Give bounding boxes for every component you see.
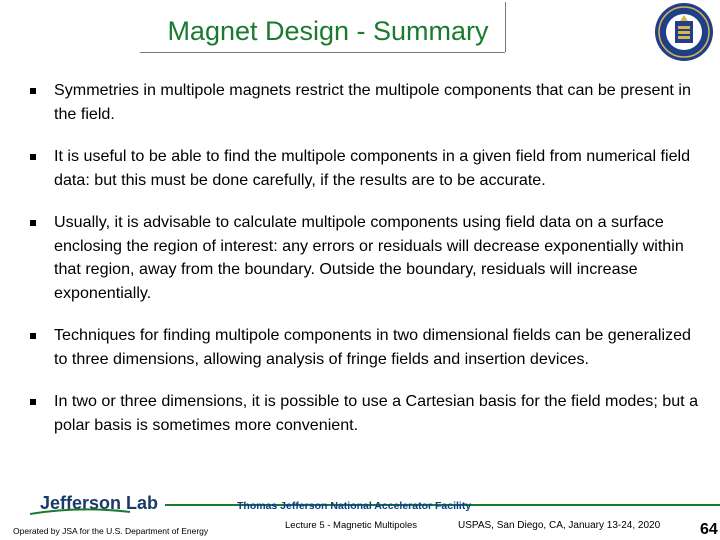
page-number: 64 (700, 521, 718, 538)
facility-name: Thomas Jefferson National Accelerator Facility (237, 500, 472, 512)
bullet-item (30, 390, 700, 437)
title-divider (140, 52, 505, 53)
university-seal-icon (654, 2, 714, 62)
operated-by-text: Operated by JSA for the U.S. Department of Energy (13, 526, 209, 536)
logo-swoosh-icon (30, 508, 130, 516)
bullet-text: In two or three dimensions, it is possible to use a Cartesian basis for the field modes; but a polar basis is sometimes more convenient. (54, 392, 699, 434)
jefferson-lab-logo: Jefferson Lab (40, 493, 159, 513)
square-bullet-icon (30, 399, 36, 405)
bullet-text: Techniques for finding multipole components in two dimensional fields can be generalized to three dimensions, allowing analysis of fringe fields and insertion devices. (54, 326, 691, 368)
bullet-text: Usually, it is advisable to calculate multipole components using field data on a surface enclosing the region of interest: any errors or residuals will decrease exponentially within that region, away from the boundary. Outside the boundary, residuals will increase exponentially. (54, 213, 684, 302)
bullet-text: Symmetries in multipole magnets restrict the multipole components that can be present in the field. (54, 81, 691, 123)
bullet-text: It is useful to be able to find the multipole components in a given field from numerical field data: but this must be done carefully, if the results are to be accurate. (54, 147, 691, 189)
bullet-item (30, 324, 700, 371)
square-bullet-icon (30, 333, 36, 339)
slide-title: Magnet Design - Summary (167, 16, 489, 46)
square-bullet-icon (30, 88, 36, 94)
bullet-item (30, 79, 700, 126)
lecture-title: Lecture 5 - Magnetic Multipoles (285, 520, 418, 531)
title-divider-vertical (505, 2, 506, 52)
bullet-item (30, 145, 700, 192)
bullet-item (30, 211, 700, 305)
bullet-list (30, 79, 700, 437)
square-bullet-icon (30, 154, 36, 160)
square-bullet-icon (30, 220, 36, 226)
venue-date: USPAS, San Diego, CA, January 13-24, 2020 (458, 520, 661, 531)
